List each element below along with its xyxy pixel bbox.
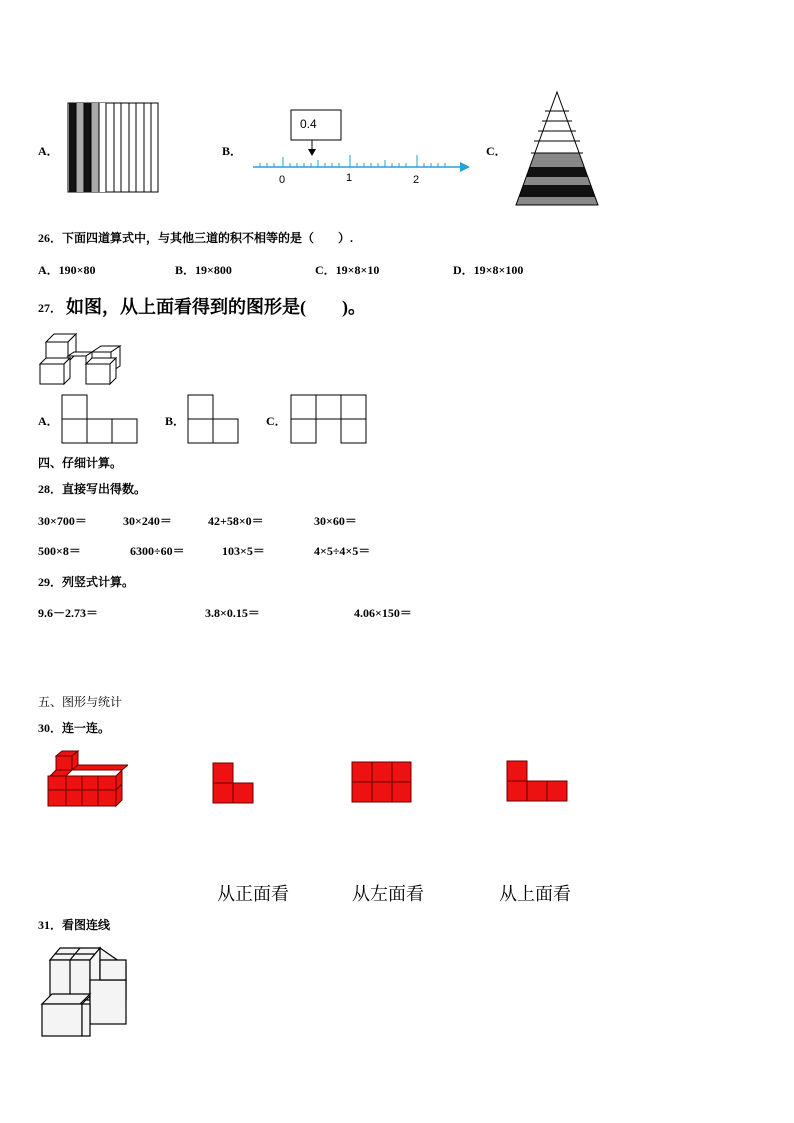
q28-r2-item-4: 4×5÷4×5＝: [314, 544, 371, 558]
number-line-box-value: 0.4: [300, 117, 317, 131]
q30-view-shape-1: [212, 762, 256, 804]
q27-option-c-shape: [290, 394, 368, 444]
q31-question: 31．看图连线: [38, 918, 111, 932]
q30-red-cube-figure: [44, 748, 128, 812]
q27-option-a: A．: [38, 414, 59, 428]
q28-r1-item-4: 30×60＝: [314, 514, 357, 528]
q28-question: 28．直接写出得数。: [38, 482, 147, 496]
q29-item-1: 9.6－2.73＝: [38, 606, 99, 620]
q27-option-a-shape: [61, 394, 139, 444]
q26-option-c: C．19×8×10: [315, 263, 380, 277]
q28-r2-item-1: 500×8＝: [38, 544, 81, 558]
q30-view-shape-2: [351, 761, 413, 803]
q30-question: 30．连一连。: [38, 721, 111, 735]
section-5-title: 五、图形与统计: [38, 695, 123, 709]
q28-r1-item-2: 30×240＝: [123, 514, 172, 528]
q28-r1-item-1: 30×700＝: [38, 514, 87, 528]
q31-cube-figure: [38, 944, 130, 1040]
option-c-label: C．: [486, 144, 507, 158]
section-4-title: 四、仔细计算。: [38, 456, 123, 470]
option-a-label: A．: [38, 144, 59, 158]
option-b-label: B．: [222, 144, 243, 158]
option-c-striped-triangle: [514, 91, 600, 207]
q27-question: 如图，从上面看得到的图形是( )。: [66, 297, 366, 317]
q27-option-c: C．: [266, 414, 287, 428]
q27-option-b: B．: [165, 414, 186, 428]
tick-label-2: 2: [413, 174, 420, 186]
q26-option-b: B．19×800: [175, 263, 232, 277]
q30-view-shape-3: [506, 760, 568, 802]
view-label-front: 从正面看: [217, 884, 289, 905]
view-label-left: 从左面看: [352, 884, 424, 905]
q28-r2-item-2: 6300÷60＝: [130, 544, 185, 558]
q26-option-d: D．19×8×100: [453, 263, 524, 277]
q29-item-2: 3.8×0.15＝: [205, 606, 260, 620]
q29-question: 29．列竖式计算。: [38, 575, 135, 589]
q28-r1-item-3: 42+58×0＝: [208, 514, 264, 528]
q29-item-3: 4.06×150＝: [354, 606, 412, 620]
q28-r2-item-3: 103×5＝: [222, 544, 265, 558]
tick-label-1: 1: [346, 172, 353, 184]
q27-number: 27．: [38, 301, 63, 315]
tick-label-0: 0: [279, 174, 286, 186]
view-label-top: 从上面看: [499, 884, 571, 905]
q26-option-a: A．190×80: [38, 263, 96, 277]
q26-question: 26．下面四道算式中，与其他三道的积不相等的是（ ）.: [38, 231, 354, 245]
option-a-striped-grid: [66, 102, 160, 194]
q27-option-b-shape: [187, 394, 239, 444]
q27-cube-figure: [36, 328, 126, 388]
